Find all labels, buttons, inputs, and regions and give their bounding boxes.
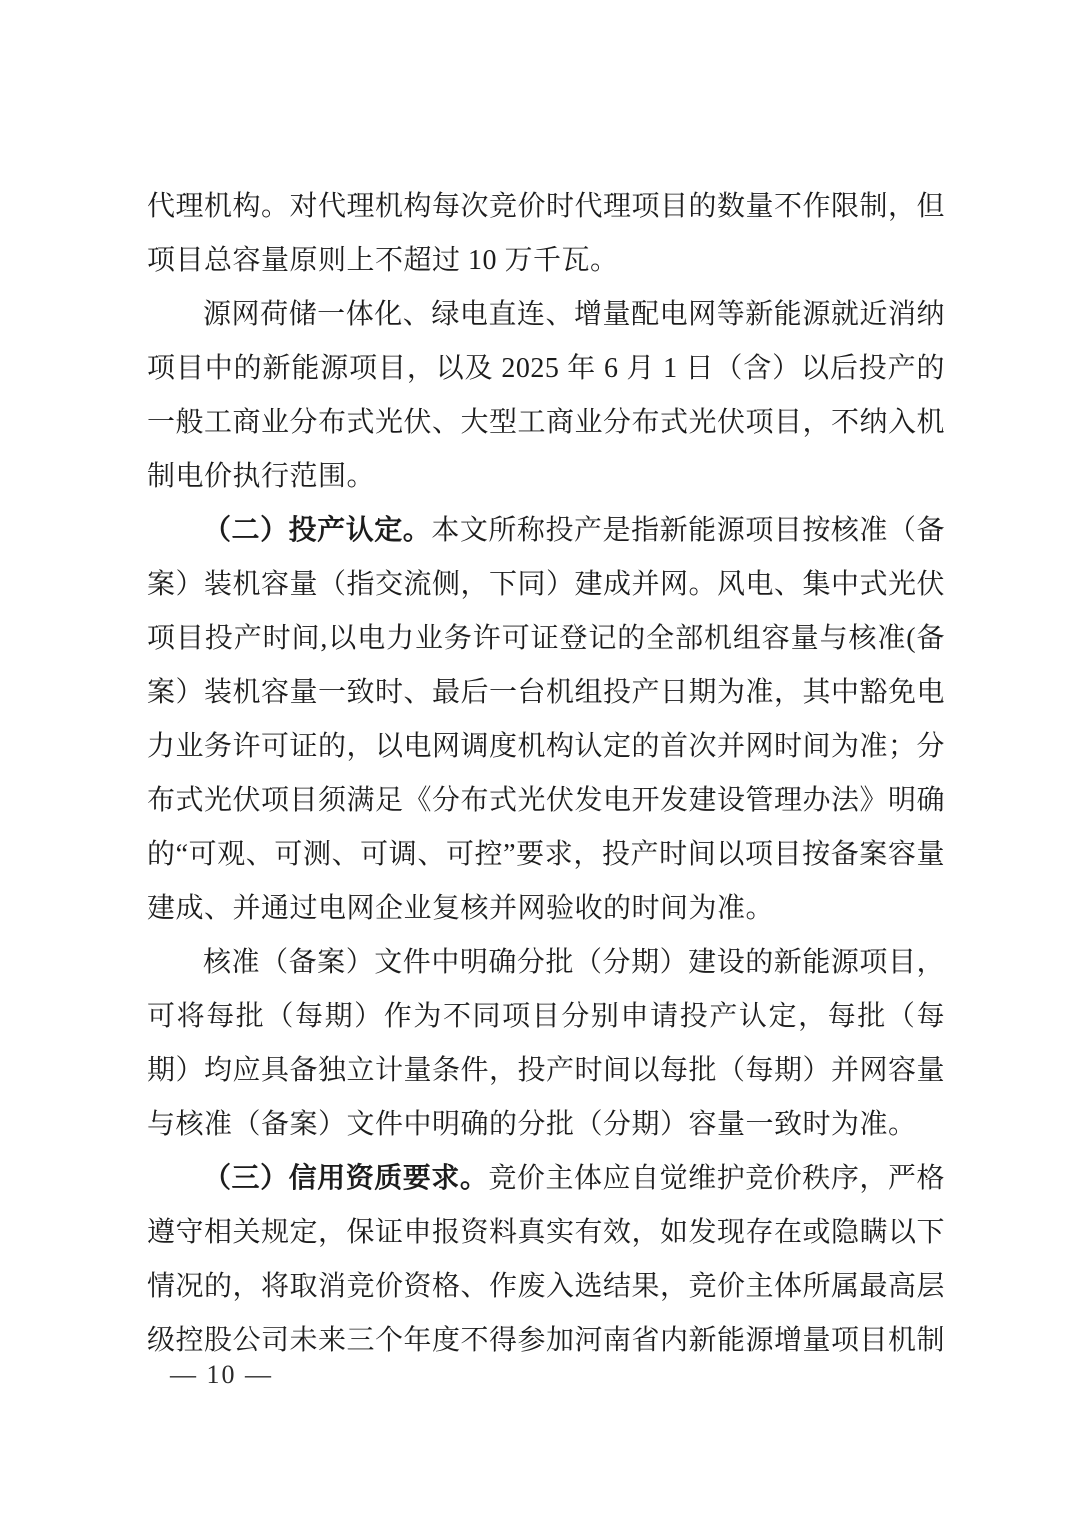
page-number: — 10 — <box>170 1360 273 1389</box>
paragraph-text: 本文所称投产是指新能源项目按核准（备案）装机容量（指交流侧，下同）建成并网。风电、集中式光伏项目投产时间,以电力业务许可证登记的全部机组容量与核准(备案）装机容量一致时、最后一台机组投产日期为准，其中豁免电力业务许可证的，以电网调度机构认定的首次并网时间为准；分布式光伏项目须满足《分布式光伏发电开发建设管理办法》明确的“可观、可测、可调、可控”要求，投产时间以项目按备案容量建成、并通过电网企业复核并网验收的时间为准。 <box>147 515 946 924</box>
paragraph <box>147 1152 945 1368</box>
paragraph <box>147 180 945 288</box>
paragraph-text: 竞价主体应自觉维护竞价秩序，严格遵守相关规定，保证申报资料真实有效，如发现存在或隐瞒以下情况的，将取消竞价资格、作废入选结果，竞价主体所属最高层级控股公司未来三个年度不得参加河南省内新能源增量项目机制 <box>147 1163 946 1356</box>
paragraph-lead: （二）投产认定。 <box>203 515 432 546</box>
paragraph-text: 源网荷储一体化、绿电直连、增量配电网等新能源就近消纳项目中的新能源项目，以及 2025 年 6 月 1 日（含）以后投产的一般工商业分布式光伏、大型工商业分布式光伏项目，不纳入机制电价执行范围。 <box>147 299 946 492</box>
paragraph <box>147 288 945 504</box>
paragraph <box>147 504 945 936</box>
document-body <box>147 180 945 1368</box>
paragraph-text: 核准（备案）文件中明确分批（分期）建设的新能源项目，可将每批（每期）作为不同项目分别申请投产认定，每批（每期）均应具备独立计量条件，投产时间以每批（每期）并网容量与核准（备案）文件中明确的分批（分期）容量一致时为准。 <box>147 947 946 1140</box>
paragraph-text: 代理机构。对代理机构每次竞价时代理项目的数量不作限制，但项目总容量原则上不超过 10 万千瓦。 <box>147 191 946 276</box>
paragraph-lead: （三）信用资质要求。 <box>203 1163 489 1194</box>
paragraph <box>147 936 945 1152</box>
